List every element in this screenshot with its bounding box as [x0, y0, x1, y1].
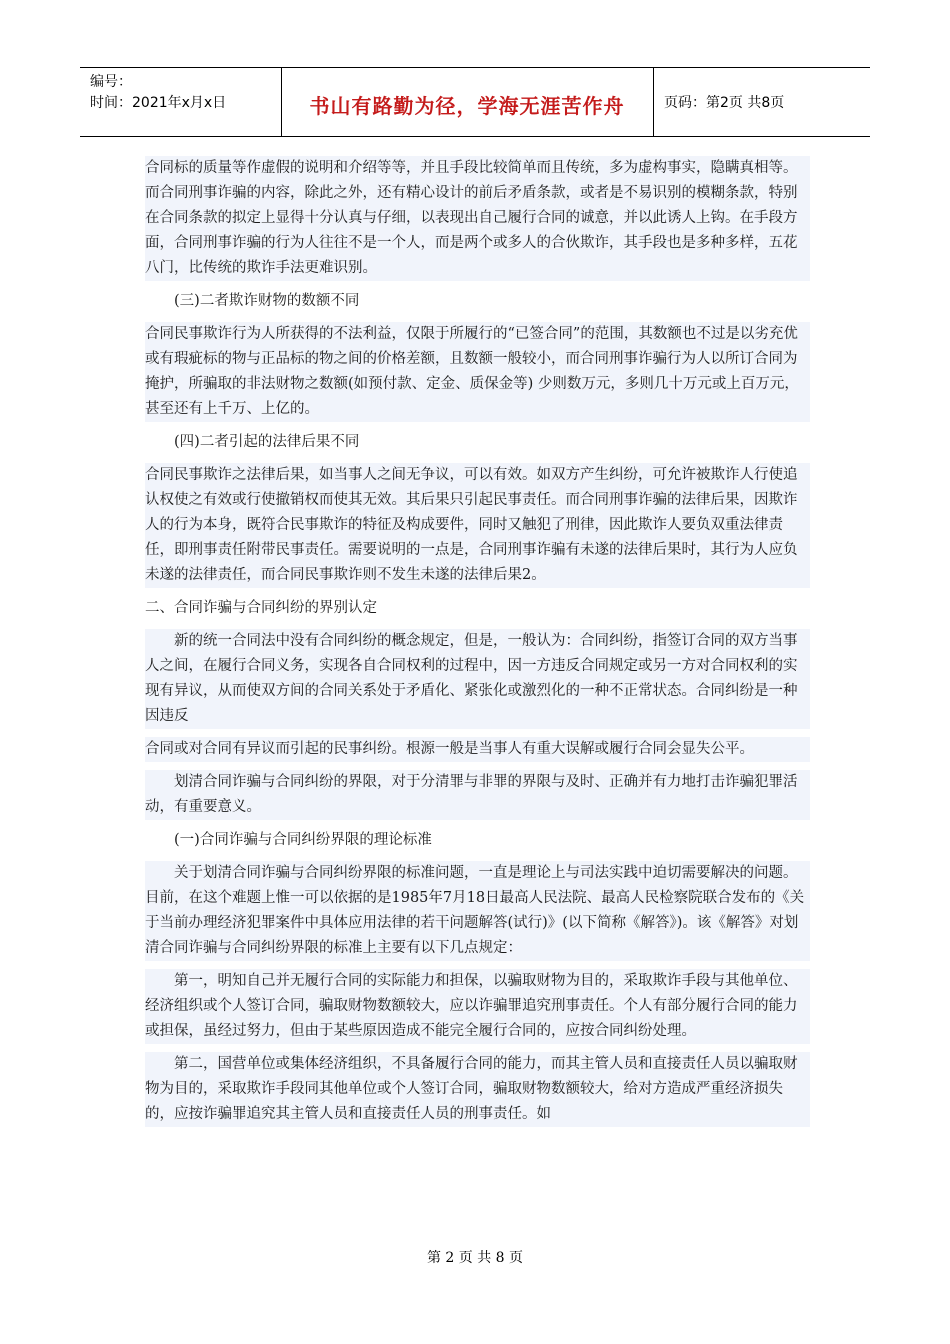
header-date: 时间：2021年x月x日: [90, 95, 227, 111]
header-divider: [653, 68, 654, 136]
paragraph: 新的统一合同法中没有合同纠纷的概念规定，但是，一般认为：合同纠纷，指签订合同的双方当事人之间，在履行合同义务，实现各自合同权利的过程中，因一方违反合同规定或另一方对合同权利的实现有异议，从而使双方间的合同关系处于矛盾化、紧张化或激烈化的一种不正常状态。合同纠纷是一种因违反: [145, 629, 810, 729]
header-meta: [90, 72, 270, 114]
header-motto: 书山有路勤为径，学海无涯苦作舟: [309, 94, 625, 118]
header-number: 编号：: [90, 74, 132, 90]
paragraph: 合同民事欺诈之法律后果，如当事人之间无争议，可以有效。如双方产生纠纷，可允许被欺诈人行使追认权使之有效或行使撤销权而使其无效。其后果只引起民事责任。而合同刑事诈骗的法律后果，因欺诈人的行为本身，既符合民事欺诈的特征及构成要件，同时又触犯了刑律，因此欺诈人要负双重法律责任，即刑事责任附带民事责任。需要说明的一点是，合同刑事诈骗有未遂的法律后果时，其行为人应负未遂的法律责任，而合同民事欺诈则不发生未遂的法律后果2。: [145, 463, 810, 588]
section-heading: (四)二者引起的法律后果不同: [174, 434, 360, 450]
paragraph: 合同或对合同有异议而引起的民事纠纷。根源一般是当事人有重大误解或履行合同会显失公平。: [145, 737, 810, 762]
paragraph: 合同民事欺诈行为人所获得的不法利益，仅限于所履行的“已签合同”的范围，其数额也不过是以劣充优或有瑕疵标的物与正品标的物之间的价格差额，且数额一般较小，而合同刑事诈骗行为人以所订合同为掩护，所骗取的非法财物之数额(如预付款、定金、质保金等) 少则数万元，多则几十万元或上百万元，甚至还有上千万、上亿的。: [145, 322, 810, 422]
header-page-number: 页码：第2页 共8页: [664, 95, 785, 111]
section-heading: (三)二者欺诈财物的数额不同: [174, 293, 360, 309]
section-heading: (一)合同诈骗与合同纠纷界限的理论标准: [174, 832, 432, 848]
paragraph: 第二，国营单位或集体经济组织，不具备履行合同的能力，而其主管人员和直接责任人员以骗取财物为目的，采取欺诈手段同其他单位或个人签订合同，骗取财物数额较大，给对方造成严重经济损失的，应按诈骗罪追究其主管人员和直接责任人员的刑事责任。如: [145, 1052, 810, 1127]
page-header: [80, 67, 870, 137]
section-heading: 二、合同诈骗与合同纠纷的界别认定: [145, 600, 377, 616]
document-body: [145, 156, 810, 1127]
paragraph: 划清合同诈骗与合同纠纷的界限，对于分清罪与非罪的界限与及时、正确并有力地打击诈骗犯罪活动，有重要意义。: [145, 770, 810, 820]
paragraph: 合同标的质量等作虚假的说明和介绍等等，并且手段比较简单而且传统，多为虚构事实，隐瞒真相等。而合同刑事诈骗的内容，除此之外，还有精心设计的前后矛盾条款，或者是不易识别的模糊条款，特别在合同条款的拟定上显得十分认真与仔细，以表现出自己履行合同的诚意，并以此诱人上钩。在手段方面，合同刑事诈骗的行为人往往不是一个人，而是两个或多人的合伙欺诈，其手段也是多种多样，五花八门，比传统的欺诈手法更难识别。: [145, 156, 810, 281]
paragraph: 第一，明知自己并无履行合同的实际能力和担保，以骗取财物为目的，采取欺诈手段与其他单位、经济组织或个人签订合同，骗取财物数额较大，应以诈骗罪追究刑事责任。个人有部分履行合同的能力或担保，虽经过努力，但由于某些原因造成不能完全履行合同的，应按合同纠纷处理。: [145, 969, 810, 1044]
page-footer: 第 2 页 共 8 页: [426, 1250, 524, 1266]
paragraph: 关于划清合同诈骗与合同纠纷界限的标准问题，一直是理论上与司法实践中迫切需要解决的问题。目前，在这个难题上惟一可以依据的是1985年7月18日最高人民法院、最高人民检察院联合发布的《关于当前办理经济犯罪案件中具体应用法律的若干问题解答(试行)》(以下简称《解答》)。该《解答》对划清合同诈骗与合同纠纷界限的标准上主要有以下几点规定：: [145, 861, 810, 961]
